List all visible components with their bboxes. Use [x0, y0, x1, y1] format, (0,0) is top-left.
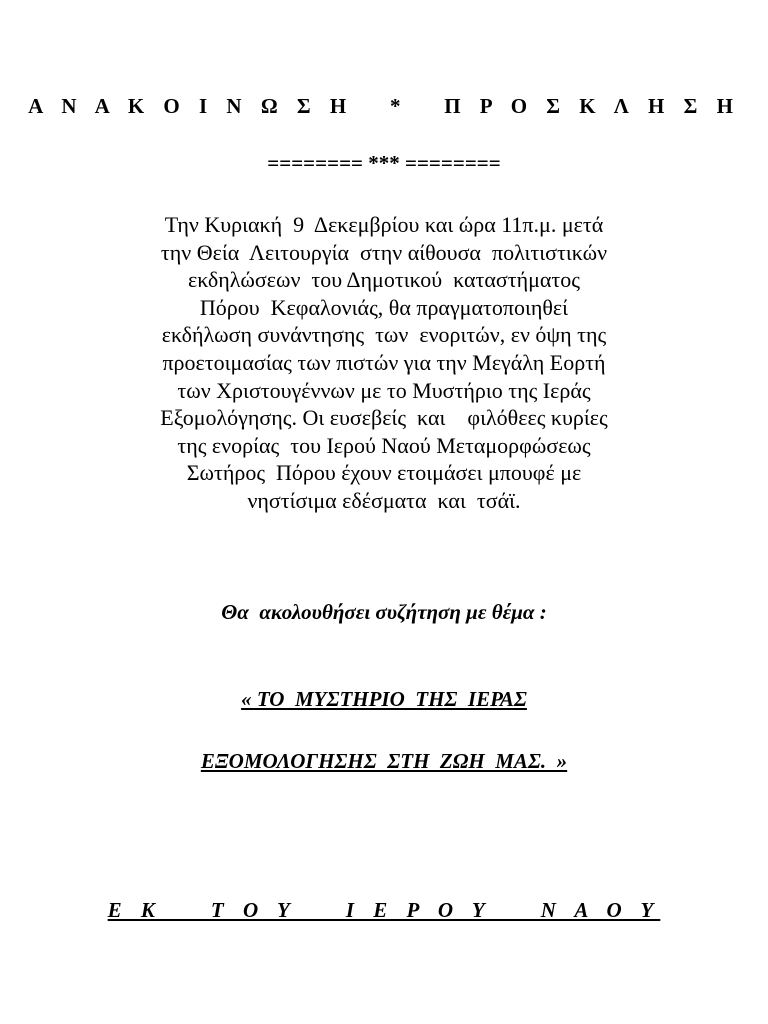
discussion-intro: Θα ακολουθήσει συζήτηση με θέμα : — [221, 600, 547, 624]
discussion-topic-line-2: ΕΞΟΜΟΛΟΓΗΣΗΣ ΣΤΗ ΖΩΗ ΜΑΣ. » — [200, 749, 568, 773]
discussion-topic-line-1: « ΤΟ ΜΥΣΤΗΡΙΟ ΤΗΣ ΙΕΡΑΣ — [241, 687, 527, 711]
body-line: Σωτήρος Πόρου έχουν ετοιμάσει μπουφέ με — [186, 460, 582, 486]
body-line: Εξομολόγησης. Οι ευσεβείς και φιλόθεες κυρίες — [160, 405, 608, 431]
body-line: Πόρου Κεφαλονιάς, θα πραγματοποιηθεί — [199, 294, 569, 320]
announcement-body — [84, 211, 684, 515]
body-line: νηστίσιμα εδέσματα και τσάϊ. — [247, 487, 521, 513]
body-line: εκδήλωση συνάντησης των ενοριτών, εν όψη της — [161, 322, 607, 348]
body-line: Την Κυριακή 9 Δεκεμβρίου και ώρα 11π.μ. μετά — [164, 212, 604, 237]
signature: Ε Κ Τ Ο Υ Ι Ε Ρ Ο Υ Ν Α Ο Υ — [107, 898, 661, 922]
document-title: Α Ν Α Κ Ο Ι Ν Ω Σ Η * Π Ρ Ο Σ Κ Λ Η Σ Η — [28, 94, 740, 118]
body-line: της ενορίας του Ιερού Ναού Μεταμορφώσεως — [177, 432, 591, 458]
title-separator: ======== *** ======== — [267, 151, 501, 175]
body-line: εκδηλώσεων του Δημοτικού καταστήματος — [188, 267, 580, 293]
body-line: των Χριστουγέννων με το Μυστήριο της Ιεράς — [177, 377, 591, 403]
body-line: προετοιμασίας των πιστών για την Μεγάλη Εορτή — [162, 349, 606, 375]
body-line: την Θεία Λειτουργία στην αίθουσα πολιτιστικών — [160, 239, 608, 265]
